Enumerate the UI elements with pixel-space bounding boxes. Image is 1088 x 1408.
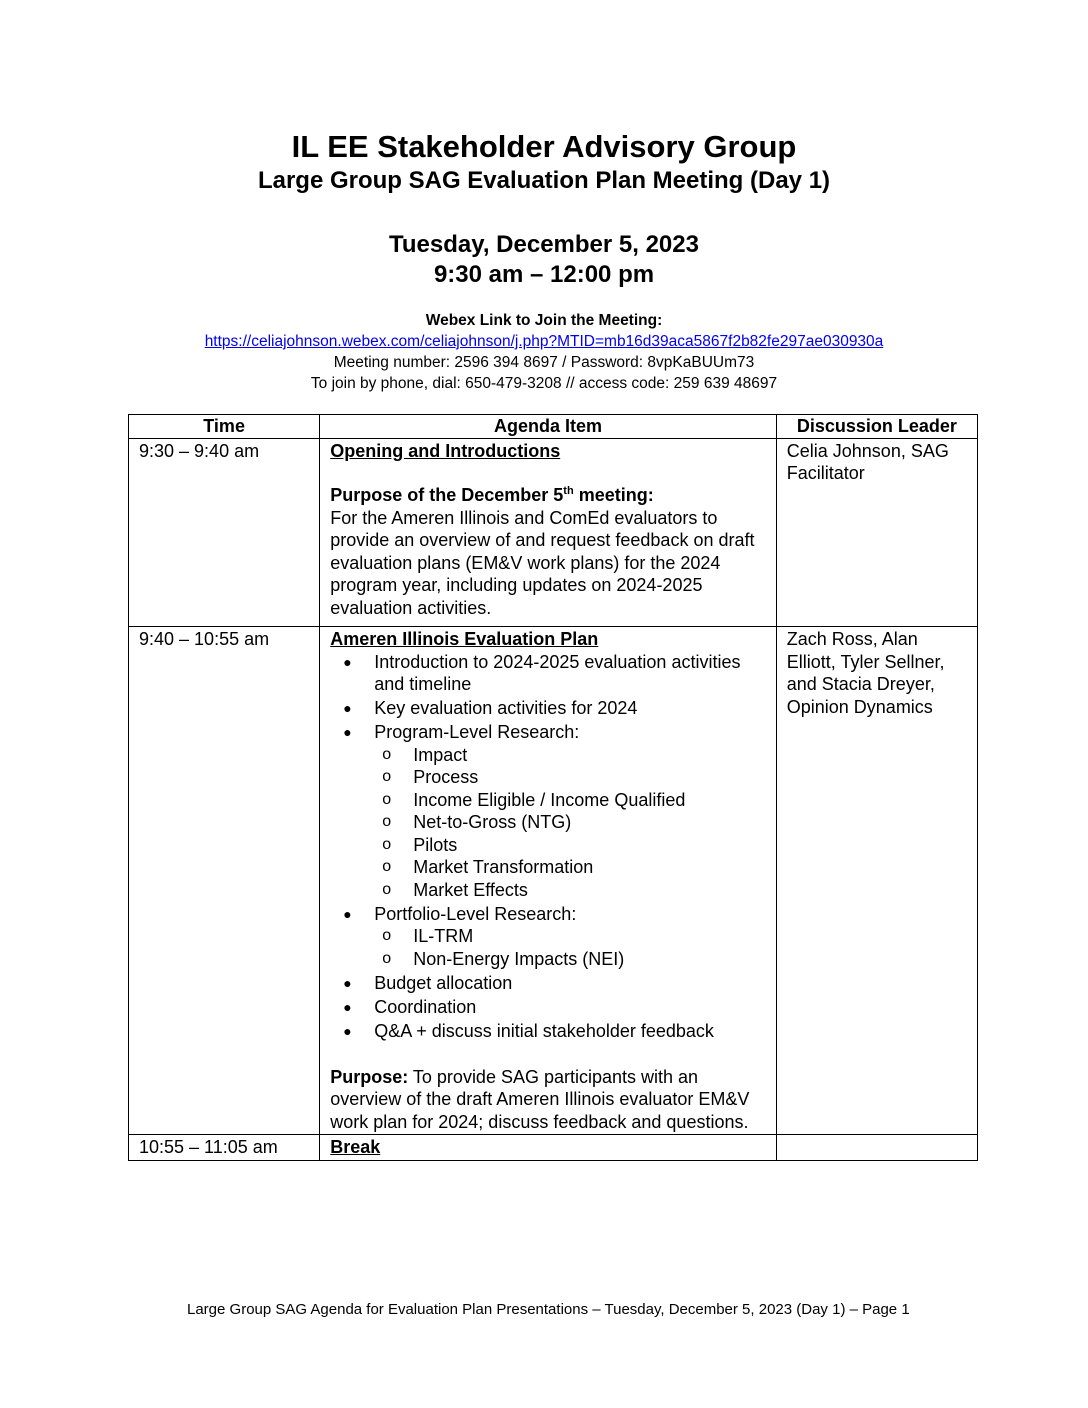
- list-item: ● Key evaluation activities for 2024: [343, 698, 638, 718]
- circle-bullet-icon: o: [382, 745, 392, 763]
- table-row: [129, 627, 978, 1135]
- sub-list-item: o Impact: [382, 744, 468, 765]
- list-item: ● Q&A + discuss initial stakeholder feedback: [343, 1020, 714, 1041]
- header-agenda-item: Agenda Item: [320, 415, 777, 439]
- sub-list-item: o Market Transformation: [382, 857, 594, 877]
- list-item: ● Budget allocation: [343, 972, 513, 993]
- sub-list-item: o Income Eligible / Income Qualified: [382, 789, 686, 810]
- row-agenda-item: [320, 438, 777, 627]
- agenda-item-title: Break: [330, 1137, 381, 1157]
- sub-list-item: o Process: [382, 767, 479, 787]
- circle-bullet-icon: o: [382, 768, 392, 785]
- row-time: 9:30 – 9:40 am: [129, 438, 320, 627]
- row-agenda-item: [320, 1135, 777, 1161]
- row-leader: Celia Johnson, SAG Facilitator: [776, 438, 977, 627]
- sub-list-item: o Market Effects: [382, 879, 528, 900]
- row-time: 9:40 – 10:55 am: [129, 627, 320, 1135]
- sub-list-item: o Net-to-Gross (NTG): [382, 812, 572, 832]
- webex-link[interactable]: https://celiajohnson.webex.com/celiajohnson/j.php?MTID=mb16d39aca5867f2b82fe297ae030930a: [204, 333, 884, 350]
- sub-list-item: o Pilots: [382, 834, 458, 855]
- purpose-label: Purpose of the December 5th meeting:: [330, 485, 654, 505]
- table-row: [129, 1135, 978, 1161]
- table-row: [129, 438, 978, 627]
- webex-info: [0, 310, 1088, 394]
- bullet-icon: ●: [343, 653, 352, 670]
- document-title: IL EE Stakeholder Advisory Group: [291, 129, 797, 164]
- sub-list-item: o Non-Energy Impacts (NEI): [382, 948, 625, 969]
- bullet-icon: ●: [343, 1022, 352, 1039]
- agenda-item-title: Opening and Introductions: [330, 440, 561, 461]
- circle-bullet-icon: o: [382, 949, 392, 967]
- purpose-text: For the Ameren Illinois and ComEd evaluators to provide an overview of and request feedback on draft evaluation plans (EM&V work plans) for the 2024 program year, including updates on 2024-2025 evaluation activities.: [330, 507, 755, 618]
- circle-bullet-icon: o: [382, 880, 392, 898]
- circle-bullet-icon: o: [382, 835, 392, 853]
- agenda-table: [128, 414, 978, 1161]
- page-footer: Large Group SAG Agenda for Evaluation Plan Presentations – Tuesday, December 5, 2023 (Day 1) – Page 1: [187, 1301, 910, 1318]
- row-leader: [776, 1135, 977, 1161]
- date-block: [0, 230, 1088, 290]
- meeting-date: Tuesday, December 5, 2023: [389, 231, 699, 258]
- bullet-icon: ●: [343, 700, 352, 716]
- header-discussion-leader: Discussion Leader: [776, 415, 977, 439]
- circle-bullet-icon: o: [382, 858, 392, 875]
- table-header-row: [129, 415, 978, 439]
- sub-list: [374, 744, 766, 902]
- bullet-icon: ●: [343, 998, 352, 1015]
- list-item: ● Program-Level Research: o Impact o Process o Income Eligible / Income Qualified o Net-to-Gross (NTG) o Pilots o Market Transformation o Market Effects: [330, 721, 766, 901]
- sub-list: [374, 925, 766, 970]
- meeting-time: 9:30 am – 12:00 pm: [433, 261, 655, 288]
- sub-list-item: o IL-TRM: [382, 926, 474, 946]
- circle-bullet-icon: o: [382, 813, 392, 830]
- webex-label: Webex Link to Join the Meeting:: [425, 312, 663, 329]
- row-time: 10:55 – 11:05 am: [129, 1135, 320, 1161]
- document-subtitle: Large Group SAG Evaluation Plan Meeting (Day 1): [257, 167, 831, 194]
- title-block: [0, 128, 1088, 196]
- phone-info: To join by phone, dial: 650-479-3208 // access code: 259 639 48697: [310, 375, 778, 392]
- agenda-item-title: Ameren Illinois Evaluation Plan: [330, 629, 599, 649]
- row-leader: Zach Ross, Alan Elliott, Tyler Sellner, and Stacia Dreyer, Opinion Dynamics: [776, 627, 977, 1135]
- meeting-number: Meeting number: 2596 394 8697 / Password: 8vpKaBUUm73: [333, 354, 755, 371]
- bullet-icon: ●: [343, 905, 352, 922]
- circle-bullet-icon: o: [382, 790, 392, 808]
- bullet-icon: ●: [343, 974, 352, 991]
- bullet-list: [330, 651, 766, 1043]
- purpose-text: Purpose: To provide SAG participants with an overview of the draft Ameren Illinois evaluator EM&V work plan for 2024; discuss feedback and questions.: [330, 1066, 750, 1132]
- header-time: Time: [129, 415, 320, 439]
- bullet-icon: ●: [343, 724, 352, 740]
- row-agenda-item: [320, 627, 777, 1135]
- list-item: ● Coordination: [343, 996, 477, 1017]
- list-item: ● Portfolio-Level Research: o IL-TRM o Non-Energy Impacts (NEI): [330, 903, 766, 971]
- list-item: ● Introduction to 2024-2025 evaluation activities and timeline: [343, 651, 741, 694]
- circle-bullet-icon: o: [382, 927, 392, 944]
